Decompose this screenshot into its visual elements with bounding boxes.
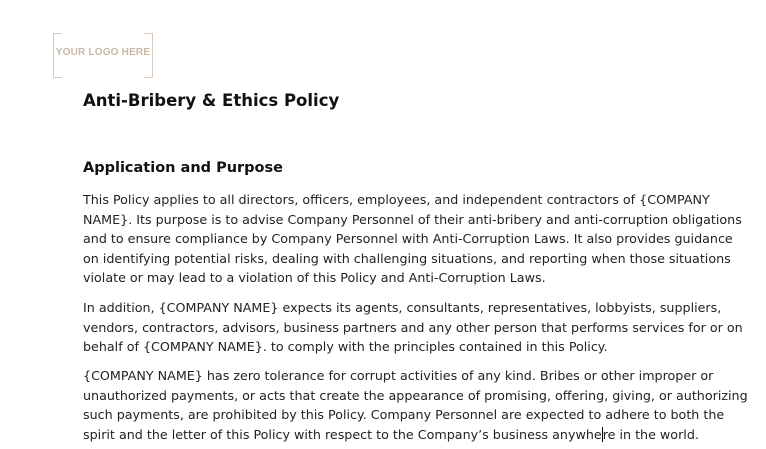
paragraph-zero-tolerance[interactable] bbox=[83, 366, 748, 444]
text-line[interactable]: {COMPANY NAME} has zero tolerance for corrupt activities of any kind. Bribes or other improper or bbox=[83, 368, 714, 383]
text-line[interactable]: behalf of {COMPANY NAME}. to comply with the principles contained in this Policy. bbox=[83, 339, 608, 354]
logo-text: YOUR LOGO HERE bbox=[55, 47, 151, 58]
company-logo-placeholder bbox=[53, 33, 153, 78]
text-line[interactable]: violate or may lead to a violation of this Policy and Anti-Corruption Laws. bbox=[83, 270, 546, 285]
text-line[interactable]: on identifying potential risks, dealing with challenging situations, and reporting when those situations bbox=[83, 250, 731, 266]
text-after-cursor[interactable]: re in the world. bbox=[602, 426, 699, 442]
text-before-cursor[interactable]: spirit and the letter of this Policy with respect to the Company’s business anywhe bbox=[83, 426, 602, 442]
text-line[interactable]: vendors, contractors, advisors, business partners and any other person that performs services for or on bbox=[83, 319, 743, 335]
text-line[interactable]: In addition, {COMPANY NAME} expects its agents, consultants, representatives, lobbyists, suppliers, bbox=[83, 300, 722, 315]
text-line-with-cursor[interactable] bbox=[83, 425, 748, 445]
paragraph-scope[interactable] bbox=[83, 190, 742, 288]
text-line[interactable]: This Policy applies to all directors, officers, employees, and independent contractors of {COMPANY bbox=[83, 192, 710, 207]
text-line[interactable]: and to ensure compliance by Company Personnel with Anti-Corruption Laws. It also provides guidance bbox=[83, 231, 733, 246]
document-title[interactable]: Anti-Bribery & Ethics Policy bbox=[83, 91, 340, 110]
text-line[interactable]: unauthorized payments, or acts that create the appearance of promising, offering, giving, or authorizing bbox=[83, 387, 748, 403]
paragraph-third-parties[interactable] bbox=[83, 298, 743, 357]
text-line[interactable]: NAME}. Its purpose is to advise Company Personnel of their anti-bribery and anti-corruption obligations bbox=[83, 211, 742, 227]
section-heading[interactable]: Application and Purpose bbox=[83, 160, 283, 176]
text-line[interactable]: such payments, are prohibited by this Policy. Company Personnel are expected to adhere to both the bbox=[83, 407, 725, 422]
